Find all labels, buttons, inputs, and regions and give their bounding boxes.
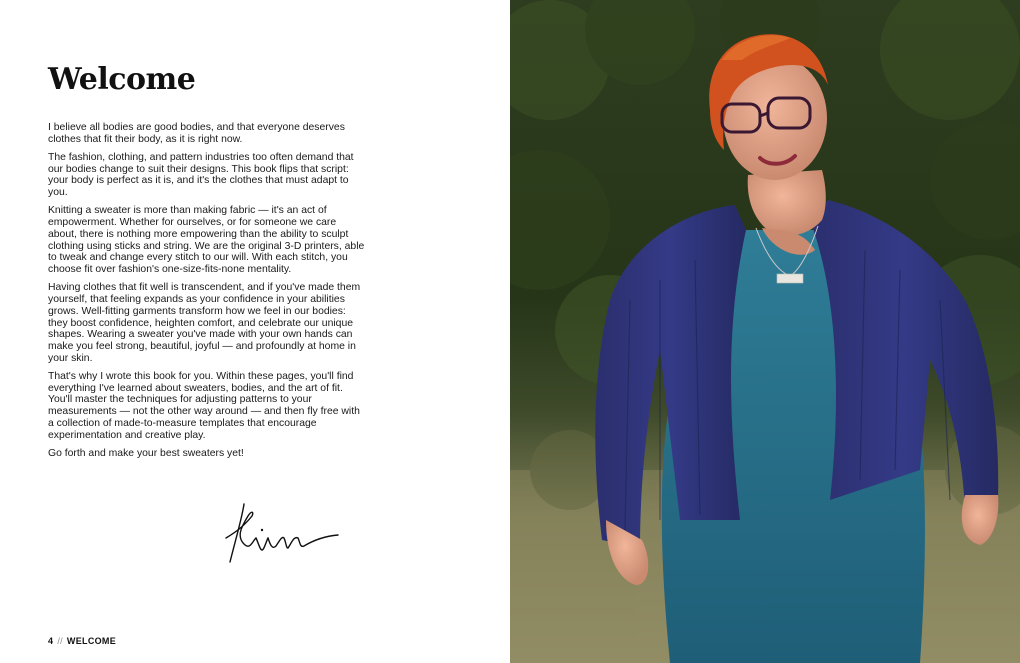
handwritten-signature bbox=[222, 498, 342, 570]
paragraph: I believe all bodies are good bodies, and that everyone deserves clothes that fit their body, as it is right now. bbox=[48, 122, 345, 145]
folio-separator: // bbox=[57, 636, 63, 646]
body-text bbox=[48, 122, 366, 466]
paragraph: Having clothes that fit well is transcendent, and if you've made them yourself, that feeling expands as your confidence in your abilities grows. Well-fitting garments transform how we feel in our bodies: they boost confidence, heighten comfort, and celebrate our unique shapes. Wearing a sweater you've made with your own hands can make you feel strong, beautiful, joyful — and profoundly at home in your skin. bbox=[48, 282, 361, 364]
section-name: WELCOME bbox=[66, 636, 117, 646]
paragraph: The fashion, clothing, and pattern industries too often demand that our bodies change to suit their designs. This book flips that script: your body is perfect as it is, and it's the clothes that must adapt to you. bbox=[48, 151, 354, 199]
page-title: Welcome bbox=[48, 62, 196, 97]
page-footer bbox=[48, 636, 116, 646]
right-page bbox=[510, 0, 1020, 663]
portrait-photo bbox=[510, 0, 1020, 663]
page-number: 4 bbox=[48, 636, 54, 646]
paragraph: That's why I wrote this book for you. Within these pages, you'll find everything I've learned about sweaters, bodies, and the art of fit. You'll master the techniques for adjusting patterns to your measurements — not the other way around — and then fly free with a collection of made-to-measure templates that encourage experimentation and creative play. bbox=[48, 370, 360, 441]
paragraph: Knitting a sweater is more than making fabric — it's an act of empowerment. Whether for ourselves, or for someone we care about, there is nothing more empowering than the ability to sculpt clothing using sticks and string. We are the original 3-D printers, able to tweak and change every stitch to our will. With each stitch, you choose fit over fashion's one-size-fits-none mentality. bbox=[48, 205, 365, 276]
paragraph: Go forth and make your best sweaters yet! bbox=[48, 447, 244, 459]
